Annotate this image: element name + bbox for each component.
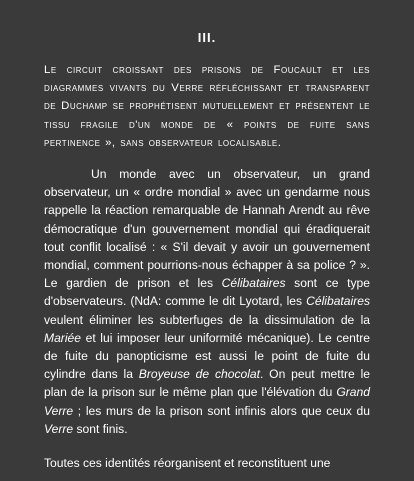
italic-term: Grand Verre	[44, 385, 370, 418]
paragraph-text: veulent éliminer les subterfuges de la dissimulation de la	[44, 312, 370, 327]
italic-term: Broyeuse de chocolat	[138, 367, 260, 382]
section-abstract: Le circuit croissant des prisons de Foucault et les diagrammes vivants du Verre réfléchissant et transparent de Duchamp se prophétisent mutuellement et présentent le tissu fragile d'un monde de « points de fuite sans pertinence », sans observateur localisable.	[44, 64, 370, 149]
paragraph-text: . On peut mettre le plan de la prison sur le même plan que l'élévation du	[44, 367, 370, 400]
italic-term: Célibataires	[306, 294, 370, 309]
paragraph-text: Un monde avec un observateur, un grand observateur, un « ordre mondial » avec un gendarme nous rappelle la réaction remarquable de Hannah Arendt au rêve démocratique d'un gouvernement mondial qui éradiquerait tout conflit localisé : « S'il devait y avoir un gouvernement mondial, comment pourrions-nous échapper à sa police ? ». Le gardien de prison et les	[44, 167, 370, 291]
paragraph-text: ; les murs de la prison sont infinis alors que ceux du	[73, 403, 370, 418]
italic-term: Célibataires	[221, 276, 286, 291]
paragraph-identities: Toutes ces identités réorganisent et reconstituent une	[44, 456, 331, 471]
paragraph-text: sont ce type d'observateurs. (NdA: comme le dit Lyotard, les	[44, 276, 370, 309]
paragraph-text: et lui imposer leur uniformité mécanique). Le centre de fuite du panopticisme est aussi le point de fuite du cylindre dans la	[44, 330, 370, 382]
paragraph-text: sont finis.	[73, 421, 128, 436]
paragraph-observer	[44, 165, 370, 438]
italic-term: Verre	[44, 421, 74, 436]
italic-term: Mariée	[44, 330, 81, 345]
section-number: III.	[197, 30, 217, 45]
